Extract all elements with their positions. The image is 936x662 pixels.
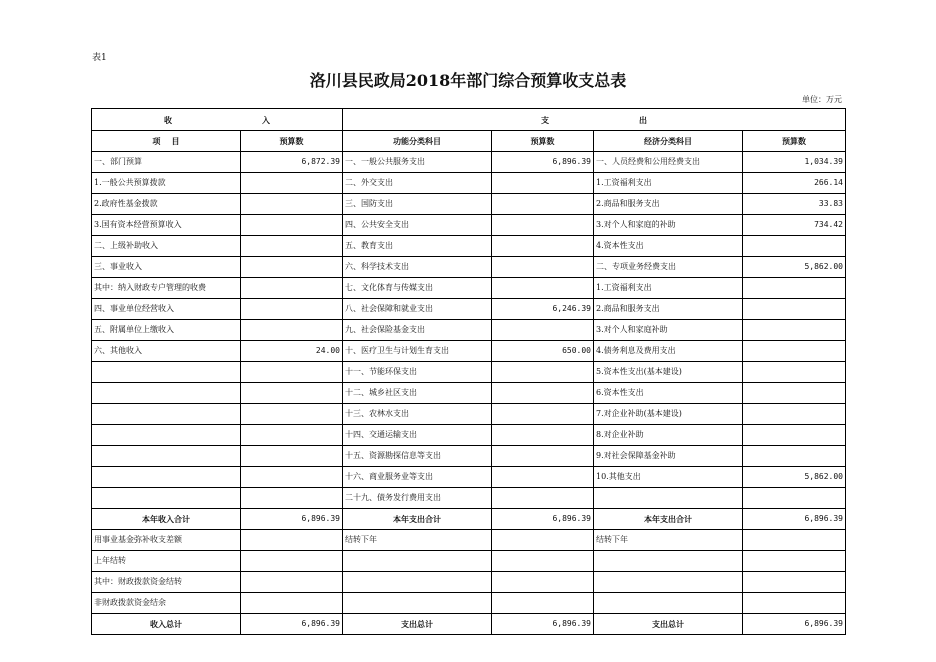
income-amount-cell [241,551,343,572]
function-item-cell: 三、国防支出 [343,194,492,215]
function-amount-cell [492,572,594,593]
economic-item-cell: 4.债务利息及费用支出 [594,341,743,362]
economic-item-cell: 7.对企业补助(基本建设) [594,404,743,425]
income-item-cell: 其中：纳入财政专户管理的收费 [92,278,241,299]
income-item-cell [92,425,241,446]
budget-table [91,108,846,635]
economic-amount-cell [743,446,846,467]
income-amount-cell [241,425,343,446]
income-item-cell: 四、事业单位经营收入 [92,299,241,320]
function-amount-cell [492,530,594,551]
function-item-cell [343,551,492,572]
income-amount-cell [241,467,343,488]
function-item-cell: 二十九、债务发行费用支出 [343,488,492,509]
economic-item-cell: 本年支出合计 [594,509,743,530]
economic-item-cell: 9.对社会保障基金补助 [594,446,743,467]
income-item-cell [92,467,241,488]
function-amount-cell [492,593,594,614]
function-item-cell: 八、社会保障和就业支出 [343,299,492,320]
function-item-cell: 七、文化体育与传媒支出 [343,278,492,299]
economic-amount-cell [743,572,846,593]
function-amount-cell [492,257,594,278]
function-amount-cell [492,278,594,299]
unit-label: 单位：万元 [802,95,842,104]
col-header-economic-category: 经济分类科目 [594,131,743,152]
function-amount-cell: 650.00 [492,341,594,362]
economic-amount-cell [743,383,846,404]
economic-amount-cell [743,593,846,614]
income-amount-cell: 6,896.39 [241,614,343,635]
function-amount-cell [492,551,594,572]
economic-amount-cell: 734.42 [743,215,846,236]
income-amount-cell [241,278,343,299]
function-item-cell: 十四、交通运输支出 [343,425,492,446]
income-item-cell: 本年收入合计 [92,509,241,530]
economic-item-cell: 支出总计 [594,614,743,635]
income-amount-cell [241,383,343,404]
economic-item-cell: 一、人员经费和公用经费支出 [594,152,743,173]
table-row [92,467,846,488]
income-amount-cell [241,404,343,425]
economic-amount-cell: 6,896.39 [743,509,846,530]
income-amount-cell [241,215,343,236]
economic-item-cell [594,593,743,614]
col-header-function-category: 功能分类科目 [343,131,492,152]
economic-amount-cell: 5,862.00 [743,467,846,488]
income-item-cell: 收入总计 [92,614,241,635]
table-row [92,152,846,173]
table-row [92,194,846,215]
function-item-cell: 六、科学技术支出 [343,257,492,278]
economic-item-cell [594,551,743,572]
expense-char-2: 出 [639,114,647,125]
economic-amount-cell [743,341,846,362]
function-item-cell: 本年支出合计 [343,509,492,530]
income-item-cell: 用事业基金弥补收支差额 [92,530,241,551]
income-amount-cell [241,446,343,467]
function-amount-cell [492,488,594,509]
function-item-cell: 十二、城乡社区支出 [343,383,492,404]
column-header-row [92,131,846,152]
economic-amount-cell [743,362,846,383]
economic-item-cell: 6.资本性支出 [594,383,743,404]
income-char-1: 收 [164,114,172,125]
function-amount-cell [492,425,594,446]
economic-amount-cell: 33.83 [743,194,846,215]
table-row [92,593,846,614]
function-amount-cell [492,383,594,404]
col-header-item: 项 目 [92,131,241,152]
function-amount-cell: 6,896.39 [492,152,594,173]
economic-item-cell: 二、专项业务经费支出 [594,257,743,278]
income-amount-cell [241,362,343,383]
table-row [92,383,846,404]
table-row [92,404,846,425]
economic-amount-cell [743,278,846,299]
income-item-cell: 1.一般公共预算拨款 [92,173,241,194]
function-item-cell: 十五、资源勘探信息等支出 [343,446,492,467]
economic-item-cell [594,572,743,593]
economic-amount-cell [743,404,846,425]
col-header-amount-income: 预算数 [241,131,343,152]
function-amount-cell: 6,896.39 [492,509,594,530]
economic-item-cell: 3.对个人和家庭补助 [594,320,743,341]
economic-item-cell: 1.工资福利支出 [594,278,743,299]
income-item-cell: 六、其他收入 [92,341,241,362]
table-row [92,257,846,278]
table-row [92,236,846,257]
income-item-cell [92,383,241,404]
function-amount-cell [492,467,594,488]
economic-item-cell: 1.工资福利支出 [594,173,743,194]
income-amount-cell [241,299,343,320]
economic-item-cell: 2.商品和服务支出 [594,299,743,320]
table-row [92,551,846,572]
function-item-cell: 二、外交支出 [343,173,492,194]
function-amount-cell [492,404,594,425]
table-row [92,425,846,446]
economic-amount-cell [743,320,846,341]
function-item-cell: 十一、节能环保支出 [343,362,492,383]
income-group-header [92,109,343,131]
income-amount-cell [241,257,343,278]
function-item-cell [343,593,492,614]
income-item-cell [92,488,241,509]
expense-group-header [343,109,846,131]
income-item-cell: 一、部门预算 [92,152,241,173]
income-item-cell: 二、上级补助收入 [92,236,241,257]
economic-item-cell: 5.资本性支出(基本建设) [594,362,743,383]
economic-amount-cell: 1,034.39 [743,152,846,173]
function-amount-cell [492,446,594,467]
economic-amount-cell [743,299,846,320]
function-amount-cell [492,173,594,194]
table-row [92,215,846,236]
income-item-cell: 其中：财政拨款资金结转 [92,572,241,593]
income-item-cell: 三、事业收入 [92,257,241,278]
income-amount-cell: 24.00 [241,341,343,362]
table-row [92,446,846,467]
table-row [92,362,846,383]
economic-item-cell: 10.其他支出 [594,467,743,488]
table-row [92,488,846,509]
function-amount-cell: 6,896.39 [492,614,594,635]
economic-item-cell: 3.对个人和家庭的补助 [594,215,743,236]
economic-amount-cell [743,425,846,446]
income-item-cell [92,446,241,467]
income-item-cell: 五、附属单位上缴收入 [92,320,241,341]
function-item-cell: 支出总计 [343,614,492,635]
function-amount-cell [492,236,594,257]
subtotal-row [92,509,846,530]
income-amount-cell [241,593,343,614]
income-item-cell: 非财政拨款资金结余 [92,593,241,614]
income-amount-cell [241,236,343,257]
economic-amount-cell [743,530,846,551]
income-amount-cell [241,530,343,551]
income-amount-cell [241,488,343,509]
function-amount-cell [492,320,594,341]
table-row [92,320,846,341]
table-row [92,299,846,320]
col-header-amount-function: 预算数 [492,131,594,152]
income-amount-cell [241,572,343,593]
table-row [92,173,846,194]
income-item-cell: 3.国有资本经营预算收入 [92,215,241,236]
economic-item-cell: 8.对企业补助 [594,425,743,446]
function-amount-cell [492,215,594,236]
economic-item-cell: 结转下年 [594,530,743,551]
table-row [92,278,846,299]
function-amount-cell [492,362,594,383]
economic-amount-cell: 5,862.00 [743,257,846,278]
income-amount-cell: 6,872.39 [241,152,343,173]
income-item-cell: 上年结转 [92,551,241,572]
function-item-cell: 十六、商业服务业等支出 [343,467,492,488]
function-amount-cell [492,194,594,215]
function-item-cell: 五、教育支出 [343,236,492,257]
function-item-cell: 一、一般公共服务支出 [343,152,492,173]
economic-item-cell [594,488,743,509]
col-header-amount-economic: 预算数 [743,131,846,152]
function-item-cell: 九、社会保险基金支出 [343,320,492,341]
income-item-cell [92,404,241,425]
income-amount-cell [241,320,343,341]
function-item-cell: 十三、农林水支出 [343,404,492,425]
economic-amount-cell: 6,896.39 [743,614,846,635]
income-item-cell: 2.政府性基金拨款 [92,194,241,215]
economic-amount-cell [743,236,846,257]
grand-total-row [92,614,846,635]
function-item-cell: 结转下年 [343,530,492,551]
income-amount-cell [241,194,343,215]
economic-amount-cell [743,551,846,572]
economic-item-cell: 4.资本性支出 [594,236,743,257]
function-item-cell [343,572,492,593]
expense-char-1: 支 [541,114,549,125]
economic-amount-cell [743,488,846,509]
table-row [92,572,846,593]
table-label: 表1 [92,53,107,63]
table-row [92,530,846,551]
income-amount-cell [241,173,343,194]
income-char-2: 入 [262,114,270,125]
economic-amount-cell: 266.14 [743,173,846,194]
function-item-cell: 十、医疗卫生与计划生育支出 [343,341,492,362]
function-item-cell: 四、公共安全支出 [343,215,492,236]
income-item-cell [92,362,241,383]
table-row [92,341,846,362]
income-amount-cell: 6,896.39 [241,509,343,530]
economic-item-cell: 2.商品和服务支出 [594,194,743,215]
function-amount-cell: 6,246.39 [492,299,594,320]
page-title: 洛川县民政局2018年部门综合预算收支总表 [309,71,627,90]
group-header-row [92,109,846,131]
